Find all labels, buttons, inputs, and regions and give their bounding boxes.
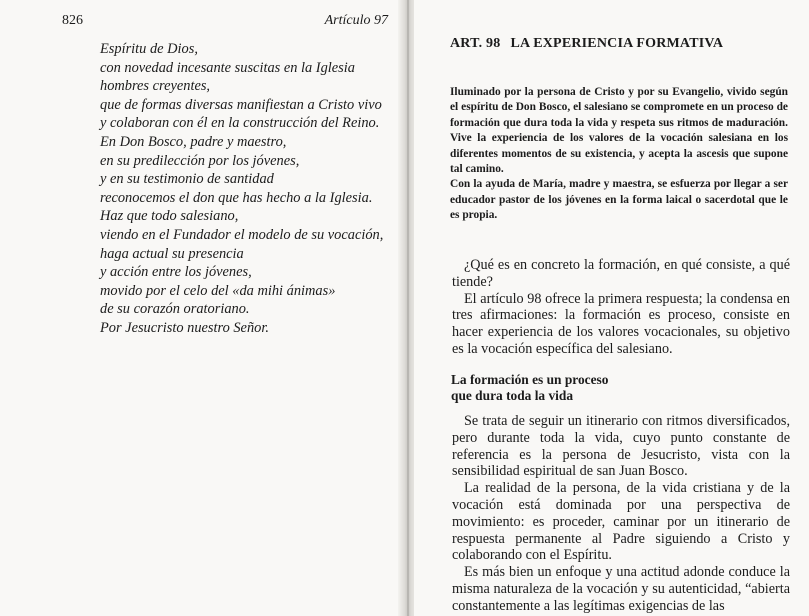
prayer-line: que de formas diversas manifiestan a Cristo vivo (100, 96, 382, 113)
prayer-line: Por Jesucristo nuestro Señor. (100, 319, 269, 336)
prayer-line: y colaboran con él en la construcción del Reino. (100, 115, 380, 132)
prayer-line: movido por el celo del «da mihi ánimas» (100, 282, 336, 299)
right-page (414, 0, 809, 616)
body-paragraph: La realidad de la persona, de la vida cristiana y de la vocación está dominada por una perspectiva de movimiento: es proceder, caminar por un itinerario de respuesta permanente al Padre siguiendo a Cristo y colaborando con el Espíritu. (452, 480, 790, 564)
prayer-line: con novedad incesante suscitas en la Iglesia (100, 59, 355, 76)
prayer-line: de su corazón oratoriano. (100, 301, 250, 318)
body-paragraph: El artículo 98 ofrece la primera respuesta; la condensa en tres afirmaciones: la formación es proceso, consiste en hacer experiencia de los valores vocacionales, su objetivo es la vocación específica del salesiano. (452, 290, 790, 357)
article-rule-text (450, 85, 788, 224)
prayer-line: Haz que todo salesiano, (100, 208, 239, 225)
body-paragraph: Se trata de seguir un itinerario con ritmos diversificados, pero durante toda la vida, cuyo punto constante de referencia es la persona de Jesucristo, vista con la sensibilidad espiritual de san Juan Bosco. (452, 413, 790, 480)
rule-paragraph: Iluminado por la persona de Cristo y por su Evangelio, vivido según el espíritu de Don Bosco, el salesiano se compromete en un proceso de formación que dura toda la vida y respeta sus ritmos de maduración. Vive la experiencia de los valores de la vocación salesiana en los diferentes momentos de su existencia, y acepta la ascesis que supone tal camino. (450, 86, 788, 176)
prayer-line: haga actual su presencia (100, 245, 244, 262)
prayer-line: Espíritu de Dios, (100, 41, 198, 57)
section-heading-line: que dura toda la vida (451, 388, 574, 403)
article-heading (450, 36, 723, 52)
section-heading (451, 372, 608, 404)
gutter-fold (407, 0, 409, 616)
body-paragraph: ¿Qué es en concreto la formación, en qué consiste, a qué tiende? (452, 257, 790, 290)
prayer-line: En Don Bosco, padre y maestro, (100, 133, 287, 150)
left-page (0, 0, 404, 616)
article-title: LA EXPERIENCIA FORMATIVA (510, 36, 724, 51)
prayer-line: y acción entre los jóvenes, (100, 264, 252, 281)
prayer-line: en su predilección por los jóvenes, (100, 152, 300, 169)
prayer-line: y en su testimonio de santidad (100, 171, 274, 188)
running-head: Artículo 97 (324, 13, 388, 28)
prayer-line: hombres creyentes, (100, 78, 211, 95)
page-number: 826 (62, 13, 83, 28)
body-paragraph: Es más bien un enfoque y una actitud adonde conduce la misma naturaleza de la vocación y su autenticidad, “abierta constantemente a las legítimas exigencias de las (452, 564, 790, 614)
section-text (452, 413, 790, 615)
prayer-text (100, 40, 383, 338)
article-number: ART. 98 (450, 36, 501, 51)
section-heading-line: La formación es un proceso (451, 372, 609, 387)
intro-text (452, 257, 790, 358)
prayer-line: reconocemos el don que has hecho a la Iglesia. (100, 189, 373, 206)
prayer-line: viendo en el Fundador el modelo de su vocación, (100, 226, 384, 243)
rule-paragraph: Con la ayuda de María, madre y maestra, se esfuerza por llegar a ser educador pastor de los jóvenes en la forma laical o sacerdotal que le es propia. (450, 178, 788, 222)
